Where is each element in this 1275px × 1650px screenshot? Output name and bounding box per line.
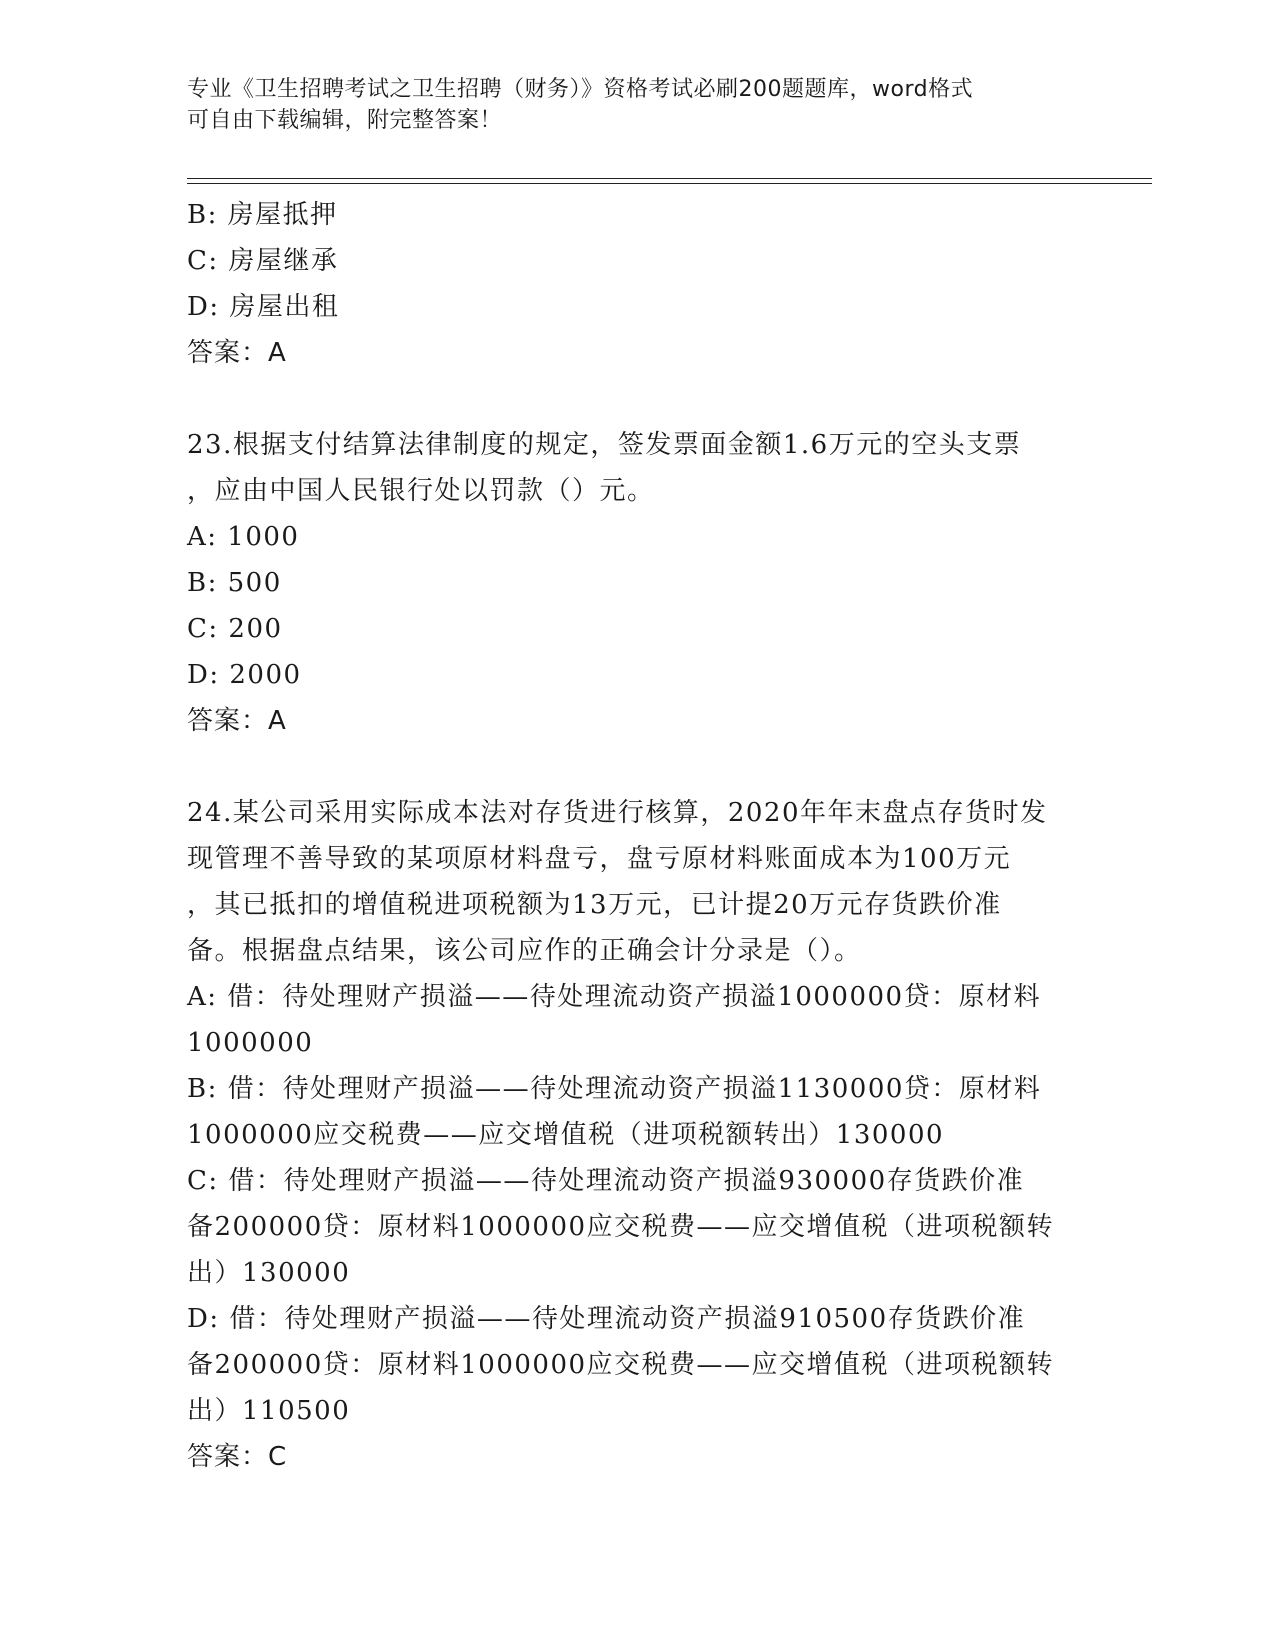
- document-body: [187, 192, 1107, 1480]
- spacer: [187, 744, 1107, 790]
- option-b: B: 500: [187, 568, 282, 598]
- option-b: B: 房屋抵押: [187, 200, 338, 230]
- header-divider-bottom: [187, 183, 1152, 184]
- option-c-continued: 出）130000: [187, 1258, 351, 1288]
- option-d: D: 房屋出租: [187, 292, 340, 322]
- question-23: [187, 422, 1107, 744]
- option-d-continued: 备200000贷：原材料1000000应交税费——应交增值税（进项税额转: [187, 1350, 1055, 1380]
- option-a: A: 借：待处理财产损溢——待处理流动资产损溢1000000贷：原材料: [187, 982, 1042, 1012]
- option-b: B: 借：待处理财产损溢——待处理流动资产损溢1130000贷：原材料: [187, 1074, 1042, 1104]
- header-divider-top: [187, 178, 1152, 179]
- question-24: [187, 790, 1107, 1480]
- question-stem-line: 备。根据盘点结果，该公司应作的正确会计分录是（）。: [187, 936, 862, 966]
- question-stem-line: 24.某公司采用实际成本法对存货进行核算，2020年年末盘点存货时发: [187, 798, 1048, 828]
- answer-line: 答案：A: [187, 338, 287, 368]
- question-stem-line: ，其已抵扣的增值税进项税额为13万元，已计提20万元存货跌价准: [187, 890, 1002, 920]
- option-c: C: 房屋继承: [187, 246, 339, 276]
- option-d: D: 借：待处理财产损溢——待处理流动资产损溢910500存货跌价准: [187, 1304, 1026, 1334]
- question-22-continued: [187, 192, 1107, 376]
- option-a: A: 1000: [187, 522, 300, 552]
- header-line-2: 可自由下载编辑，附完整答案！: [187, 108, 503, 133]
- question-stem-line: 现管理不善导致的某项原材料盘亏，盘亏原材料账面成本为100万元: [187, 844, 1012, 874]
- option-c: C: 200: [187, 614, 283, 644]
- answer-line: 答案：C: [187, 1442, 288, 1472]
- header-line-1: 专业《卫生招聘考试之卫生招聘（财务）》资格考试必刷200题题库，word格式: [187, 77, 974, 102]
- answer-line: 答案：A: [187, 706, 287, 736]
- option-a-continued: 1000000: [187, 1028, 314, 1058]
- option-b-continued: 1000000应交税费——应交增值税（进项税额转出）130000: [187, 1120, 945, 1150]
- option-c: C: 借：待处理财产损溢——待处理流动资产损溢930000存货跌价准: [187, 1166, 1025, 1196]
- document-header: [187, 74, 1087, 136]
- question-stem-line: ，应由中国人民银行处以罚款（）元。: [187, 476, 655, 506]
- option-d: D: 2000: [187, 660, 302, 690]
- option-c-continued: 备200000贷：原材料1000000应交税费——应交增值税（进项税额转: [187, 1212, 1055, 1242]
- question-stem-line: 23.根据支付结算法律制度的规定，签发票面金额1.6万元的空头支票: [187, 430, 1022, 460]
- option-d-continued: 出）110500: [187, 1396, 351, 1426]
- spacer: [187, 376, 1107, 422]
